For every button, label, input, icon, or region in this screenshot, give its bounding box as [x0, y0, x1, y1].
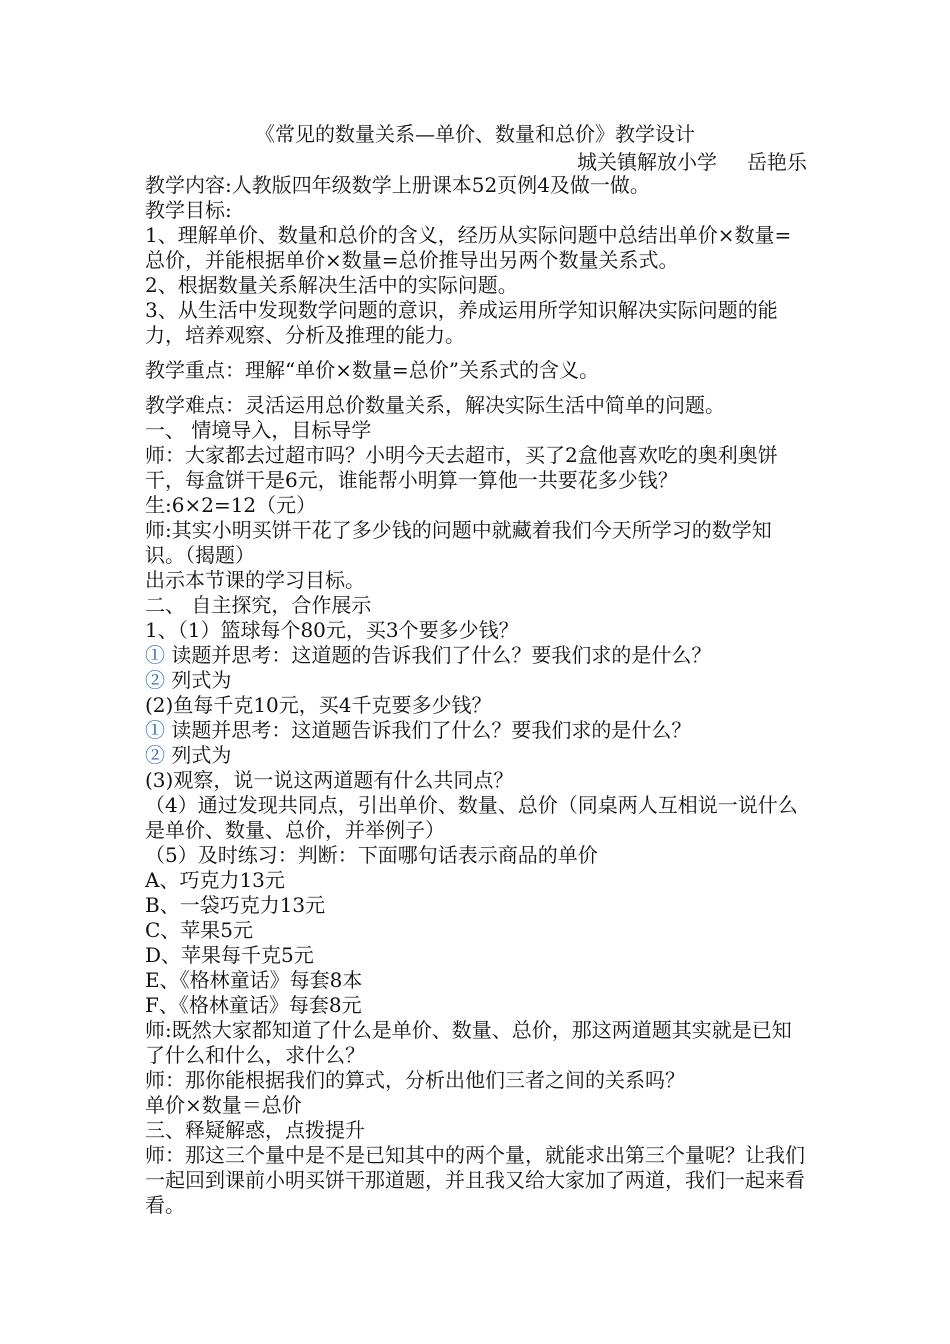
circled-two-marker: ②: [145, 743, 165, 767]
document-title: 《常见的数量关系—单价、数量和总价》教学设计: [255, 122, 695, 146]
paragraph: 出示本节课的学习目标。: [145, 568, 365, 592]
paragraph: 师：那这三个量中是不是已知其中的两个量，就能求出第三个量呢？让我们一起回到课前小明买饼干那道题，并且我又给大家加了两道，我们一起来看看。: [145, 1143, 805, 1217]
question-2: (2)鱼每千克10元，买4千克要多少钱？: [145, 693, 492, 717]
question-4: （4）通过发现共同点，引出单价、数量、总价（同桌两人互相说一说什么是单价、数量、总价，并举例子）: [145, 793, 798, 842]
byline: [577, 148, 807, 176]
option-c: C、苹果5元: [145, 918, 254, 942]
school-name: 城关镇解放小学: [577, 150, 717, 174]
option-b: B、一袋巧克力13元: [145, 893, 326, 917]
objective-3: 3、从生活中发现数学问题的意识，养成运用所学知识解决实际问题的能力，培养观察、分析及推理的能力。: [145, 298, 778, 347]
option-a: A、巧克力13元: [145, 868, 285, 892]
step-text: 读题并思考：这道题告诉我们了什么？要我们求的是什么？: [165, 718, 692, 742]
question-5: （5）及时练习：判断：下面哪句话表示商品的单价: [145, 843, 598, 867]
option-f: F、《格林童话》每套8元: [145, 993, 362, 1017]
section-1-heading: 一、 情境导入，目标导学: [145, 418, 372, 442]
document-body: [145, 173, 810, 1218]
teaching-content: 教学内容:人教版四年级数学上册课本52页例4及做一做。: [145, 173, 650, 197]
step-text: 列式为: [165, 743, 232, 767]
section-2-heading: 二、 自主探究，合作展示: [145, 593, 372, 617]
paragraph: 师:既然大家都知道了什么是单价、数量、总价，那这两道题其实就是已知了什么和什么，求什么？: [145, 1018, 792, 1067]
option-e: E、《格林童话》每套8本: [145, 968, 363, 992]
step-item: [145, 743, 810, 768]
step-text: 读题并思考：这道题的告诉我们了什么？要我们求的是什么？: [165, 643, 712, 667]
question-1: 1、（1）篮球每个80元，买3个要多少钱？: [145, 618, 519, 642]
paragraph: 师：大家都去过超市吗？小明今天去超市，买了2盒他喜欢吃的奥利奥饼干，每盒饼干是6元，谁能帮小明算一算他一共要花多少钱？: [145, 443, 778, 492]
step-item: [145, 668, 810, 693]
key-point: 教学重点：理解“单价×数量=总价”关系式的含义。: [145, 358, 599, 382]
circled-one-marker: ①: [145, 643, 165, 667]
step-text: 列式为: [165, 668, 232, 692]
objective-2: 2、根据数量关系解决生活中的实际问题。: [145, 273, 518, 297]
option-d: D、苹果每千克5元: [145, 943, 314, 967]
objectives-heading: 教学目标:: [145, 198, 232, 222]
paragraph: 师：那你能根据我们的算式，分析出他们三者之间的关系吗？: [145, 1068, 685, 1092]
question-3: (3)观察，说一说这两道题有什么共同点？: [145, 768, 514, 792]
formula: 单价×数量＝总价: [145, 1093, 302, 1117]
paragraph: 生:6×2=12（元）: [145, 493, 317, 517]
circled-one-marker: ①: [145, 718, 165, 742]
step-item: [145, 643, 810, 668]
circled-two-marker: ②: [145, 668, 165, 692]
paragraph: 师:其实小明买饼干花了多少钱的问题中就藏着我们今天所学习的数学知识。（揭题）: [145, 518, 772, 567]
author-name: 岳艳乐: [747, 150, 807, 174]
section-3-heading: 三、释疑解惑，点拨提升: [145, 1118, 365, 1142]
step-item: [145, 718, 810, 743]
difficult-point: 教学难点：灵活运用总价数量关系，解决实际生活中简单的问题。: [145, 393, 725, 417]
objective-1: 1、理解单价、数量和总价的含义，经历从实际问题中总结出单价×数量=总价，并能根据单价×数量=总价推导出另两个数量关系式。: [145, 223, 792, 272]
